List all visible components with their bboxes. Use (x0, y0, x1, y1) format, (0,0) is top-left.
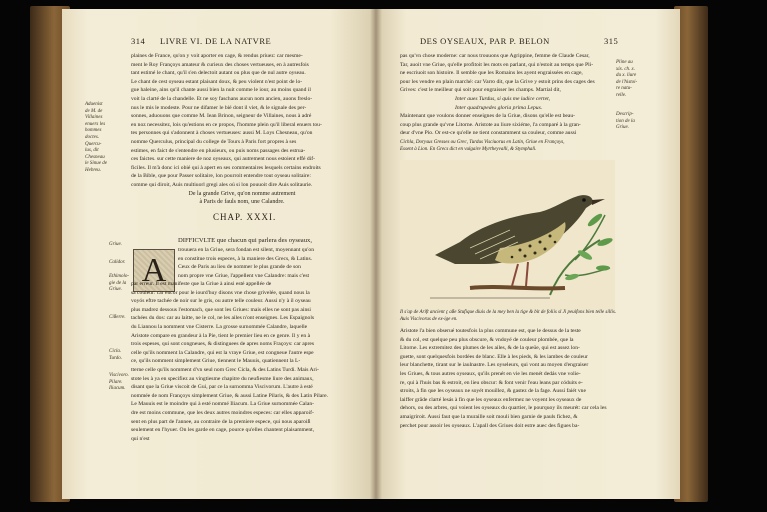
text-line: tant estimé le chant, qu'il s'en delectoit autant ou plus que de nul autre oyseau. (131, 70, 306, 77)
right-running-head: DES OYSEAUX, PAR P. BELON (420, 36, 550, 46)
text-line: voyós eftre tachée de noir sur le gris, ou autre telle couleur. Aussi n'y à il oyseau (131, 298, 311, 305)
text-line: Grives: c'est le meilleur qui soit pour engraisser les champs. Martial dit, (400, 87, 561, 94)
text-line: Litorne. Les extremitez des plumes de les ailes, & de la queüe, qui est assez lon- (400, 345, 580, 352)
margin-note-line: doctes. (85, 134, 100, 140)
margin-note-line: Griue. (109, 242, 122, 247)
caption-line: Il s'ap de Arift ancient ç aße Stufique diuis de la mey ben la tige & bit de foliis sl Ji peuifons bien telle sillis. (400, 310, 617, 315)
text-line: les Griues, & tous autres oyseaux, qu'ils prenét en vie les menét dedás vne volie- (400, 370, 581, 377)
chapter-title: CHAP. XXXI. (213, 212, 277, 222)
margin-note-line: Aduenist (85, 102, 103, 107)
margin-note-line: tion de la (616, 118, 635, 124)
text-line: ne escriuoit son histoire. Il semble que les Romains les ayent engraissées en cage, (400, 70, 583, 77)
verse-line: Inter quadrupedes gloria prima Lepus. (455, 104, 543, 111)
margin-note-line: Griue. (109, 287, 122, 293)
text-line: celle qu'ils nomment la Calandre, qui est la vraye Griue, est congneue l'autre espe (131, 349, 314, 356)
right-top-text (400, 52, 612, 95)
margin-note-line: Pilare. (109, 379, 123, 385)
chapter-first-line: DIFFICVLTE que chacun qui parlera des oyseaux, (178, 237, 312, 244)
text-line: estimes, en faict de s'entendre en plusieurs, ou puis noms passages des estrua- (131, 147, 306, 154)
margin-note-line: Descrip- (616, 112, 634, 117)
text-line: Aristote compare en grandeur à la Pie, tient le premier lieu en ce genre. Il y en à (131, 332, 311, 339)
margin-note-line: relle. (616, 92, 627, 98)
margin-note-line: Pline au (616, 60, 633, 65)
text-line: re, qui à l'huis bas & estroit, en lieu obscur: & font venir l'eau leans par códuits e- (400, 379, 583, 386)
margin-note-line: de M. de (85, 108, 103, 114)
text-line: tes personnes qui s'adonnent à choses vertueuses: aussi M. Loys Chesneau, qu'on (131, 130, 313, 137)
verse-line: Inter aues Turdus, si quis me iudice certet, (455, 96, 551, 102)
margin-note-cicla (109, 349, 122, 362)
text-line: ficiles. Il m'à donc ici obié qui à apert en ses commentaires lesquels certains endroits (131, 164, 321, 171)
left-top-text (131, 52, 353, 190)
text-line: pas qu'vn chose moderne: car nous trouuons que Agrippine, femme de Claude Cesar, (400, 53, 590, 59)
text-line: voit la clarté de la chandelle. Et ne soy faschans aucun nom ancien, auons freslo- (131, 95, 313, 102)
drop-cap: A (133, 249, 175, 292)
left-margin-notes (85, 102, 107, 175)
text-line: Le Mauuis est le moindre qui à esté nommé Iliacum. La Griue surnommée Calan- (131, 401, 314, 408)
margin-note-line: Quercu- (85, 141, 102, 147)
text-line: plus madrez dessous l'estomach, que sont les Griues: mais elles ne sont pas ainsi (131, 306, 311, 313)
text-line: sa couleur: car encor pour le iourd'huy disons vne chose grivelée, quand nous la (131, 289, 310, 296)
text-line: tachées du dos: car au laitte, ne le col, ne les ailes n'ont enseignes. Les Espaignols (131, 315, 315, 322)
margin-note-griue (109, 242, 122, 249)
text-line: sent en plus part de l'annee, au contraire de la premiere espece, qui nous aparoiß (131, 418, 311, 425)
margin-note-ethimologie (109, 274, 129, 294)
text-line: pour les vendre en plain marché: car Varro dit, que la Grive y estoit prins des cages des (400, 78, 595, 85)
margin-note-line: xix. ch. x. (616, 66, 636, 72)
margin-note-line: Viscivoro. (109, 373, 129, 378)
text-line: du Liannou la nomment vne Cisterre. La grosse surnommée Calandre, laquelle (131, 323, 308, 330)
figure-caption-top (400, 140, 564, 154)
text-line: en noz necessitez, lois qu'estions en ce propos, l'homme plein qu'il liberal enuers tou- (131, 121, 322, 128)
text-line: & du col, est quelque peu plus obscure, & vndoyé de couleur plombée, que la (400, 336, 574, 343)
left-page-number: 314 (131, 36, 146, 46)
right-margin-notes-pline (616, 60, 637, 100)
text-line: nommée de nom Françoys simplement Griue, & aussi Latine Pilaris, & des Latin Pilare. (131, 392, 328, 399)
book-gutter (370, 9, 382, 499)
margin-note-line: du x. liure (616, 73, 637, 79)
margin-note-line: Chesneau (85, 154, 105, 160)
margin-note-line: Cißerre. (109, 315, 126, 320)
text-line: Aristote l'a bien obserué toutesfois la plus commune est, que le dessus de la teste (400, 328, 581, 334)
margin-note-line: Cicla. (109, 349, 122, 354)
margin-note-line: re natu- (616, 86, 632, 92)
margin-note-line: enuers les (85, 121, 106, 127)
margin-note-line: Villaines (85, 115, 103, 121)
text-line: Maintenant que voulons donner enseignes de la Griue, disons qu'elle est beau- (400, 113, 575, 119)
figure-caption-bottom (400, 310, 616, 324)
margin-note-line: Calidor. (109, 260, 126, 265)
margin-note-line: Hebreu. (85, 167, 102, 173)
text-line: nus le mis le modeste. Pour ne difamer le bié dont il viet, & le signale des per- (131, 104, 307, 111)
text-line: tterne celle qu'ils nomment d'vn seul nom Grec Cicla, & des Latins Turdi. Mais Ari- (131, 366, 319, 373)
text-line: gue haleine, ains qu'il chante aussi bien la nuit comme le iour, au moins quand il (131, 87, 311, 94)
text-line: disant que la Griue viscoit de Gui, par ce la surnomma Viscivorum. L'autre à esté (131, 384, 313, 391)
text-line: Tar, auoit vne Griue, qu'elle profitoit les mots en parlant, qui n'estoit au temps que Pli- (400, 61, 594, 68)
subtitle-line: De la grande Grive, qu'on nomme autrement (188, 191, 296, 197)
margin-note-line: lus, dit (85, 148, 99, 154)
text-line: nom propre vne Griue, l'appellent vne Calandre: mais c'est (178, 272, 310, 279)
text-line: amaigriroit. Aussi faut que la muraille soit mouli bien garnie de pauls fichez, & (400, 413, 578, 420)
chapter-text-beside-dropcap (178, 246, 353, 280)
text-line: trouuera en la Griue, sera fondan est silent, moyennant qu'on (178, 247, 314, 253)
text-line: stroits, à fin que les oyseaux ne soyét mouillez, & gastez de la fage. Aussi faiét vne (400, 388, 586, 395)
margin-note-line: Turdo. (109, 355, 123, 361)
text-line: ces faictes. sur cette maniere de noz oyseaux, qui autrement nous estoient effé dif- (131, 156, 315, 163)
text-line: guette, sont quelquesfois bordées de blanc. Elle à les pieds, & les iambes de couleur (400, 353, 588, 360)
right-bottom-text (400, 327, 618, 430)
margin-note-line: Ethimolo- (109, 274, 129, 279)
thrush-woodcut-illustration (400, 160, 615, 310)
left-running-head: LIVRE VI. DE LA NATVRE (160, 36, 272, 46)
margin-note-line: gie de la (109, 280, 127, 286)
martial-verse (455, 95, 615, 112)
right-margin-notes-description (616, 112, 635, 132)
text-line: sonnes, aduouons que comme M. Iean Brinon, seigneur de Villaines, nous à adré (131, 113, 312, 120)
text-line: qui n'est (131, 435, 150, 442)
subtitle-line: à Paris de fauls nom, une Calandre. (199, 199, 285, 205)
text-line: ce, qu'ils nomment simplement Griue, tiennent le Mauuis, quatiennent la L- (131, 358, 301, 365)
text-line: stote les à ya en specifiez au vingtiesme chapitre du neufiesme liure des animaux, (131, 375, 314, 382)
text-line: ment le Roy Françoys amateur & curieux des choses vertueuses, en à autresfois (131, 61, 309, 68)
margin-note-calidor (109, 260, 125, 267)
text-line: comme qui diroit, Auis multiuorl gregi ales oú si lon pouuoit dire Auis solitaurie. (131, 181, 313, 188)
text-line: de la Bible, que pour Passer solitaire, lon pourroit entendre tout oyseau solitaire: (131, 173, 311, 180)
text-line: en constitue trois especes, à la maniere des Grecs, & Latins. (178, 255, 313, 262)
text-line: dre est moins commune, que les deux autres moindres especes: car elles apparoif- (131, 409, 314, 416)
margin-note-line: Griue. (616, 125, 629, 131)
text-line: plaines de France, qu'on y voit aporter en cage, & rendus priuez: car mesme- (131, 53, 303, 59)
margin-note-viscivoro (109, 373, 129, 393)
text-line: trois espeses, qui sont congneues, & distinguees de apres noms Fraçoys: car apres (131, 341, 314, 348)
margin-note-line: Iliacum. (109, 386, 126, 392)
text-line: seulement en l'hyuer. On les garde en cage, pource qu'elles chantent plaisamment, (131, 427, 315, 434)
text-line: dehors, ou des arbres, qui voient les oyseaux du quartier, le pourquoy ils meurét: car cela les (400, 405, 607, 412)
text-line: perchet pour assoir les oyseaux. L'apall des Griues doit estre auec des figues ba- (400, 422, 580, 429)
right-page-number: 315 (604, 36, 619, 46)
margin-note-line: de l'histoi- (616, 79, 638, 85)
caption-line: Auis Viscivorus de ex-ige en. (400, 316, 458, 322)
margin-note-cisserre (109, 315, 126, 322)
text-line: par erreur. Il est manifeste que la Griue à ainsi esté appellée de (131, 281, 272, 287)
text-line: leur blanchette, tirant sur le iaulnastre. Les oyseleurs, qui vont au moyen d'engraiser (400, 362, 589, 369)
text-line: coup plus grande qu'vne Litorne. Aristote au liure sixiéme, l'a comparé à la gran- (400, 121, 581, 128)
text-line: Ceux de Paris au lieu de nommer le plus grande de son (178, 264, 301, 271)
text-line: deur d'vne Pio. Or est-ce qu'elle ne tient constamment sa couleur, comme aussi (400, 130, 577, 137)
chapter-subtitle (131, 190, 353, 206)
chapter-text (131, 280, 353, 443)
caption-line: Essent à Lion. En Grecs dict en vulgaire Myrtheyvalli, & Stymphali. (400, 146, 537, 152)
text-line: nomme Querculus, principal du college de Tours à Paris fort propres à ses (131, 138, 297, 145)
margin-note-line: hommes (85, 128, 102, 134)
right-description-text (400, 112, 612, 138)
text-line: Le chant de cest oyseau estant plaisant doux, & peu violent n'est point de lo- (131, 78, 303, 85)
caption-line: Cichla, Dorysus Gresses ou Grec, Turdus Visciuorus en Latin, Griue en Françoys, (400, 140, 565, 145)
margin-note-line: le Sinue de (85, 161, 107, 167)
text-line: laiffer grâde clarté lesás à fin que les oyseaux enfermez ne voyent les oyseaux de (400, 396, 582, 403)
